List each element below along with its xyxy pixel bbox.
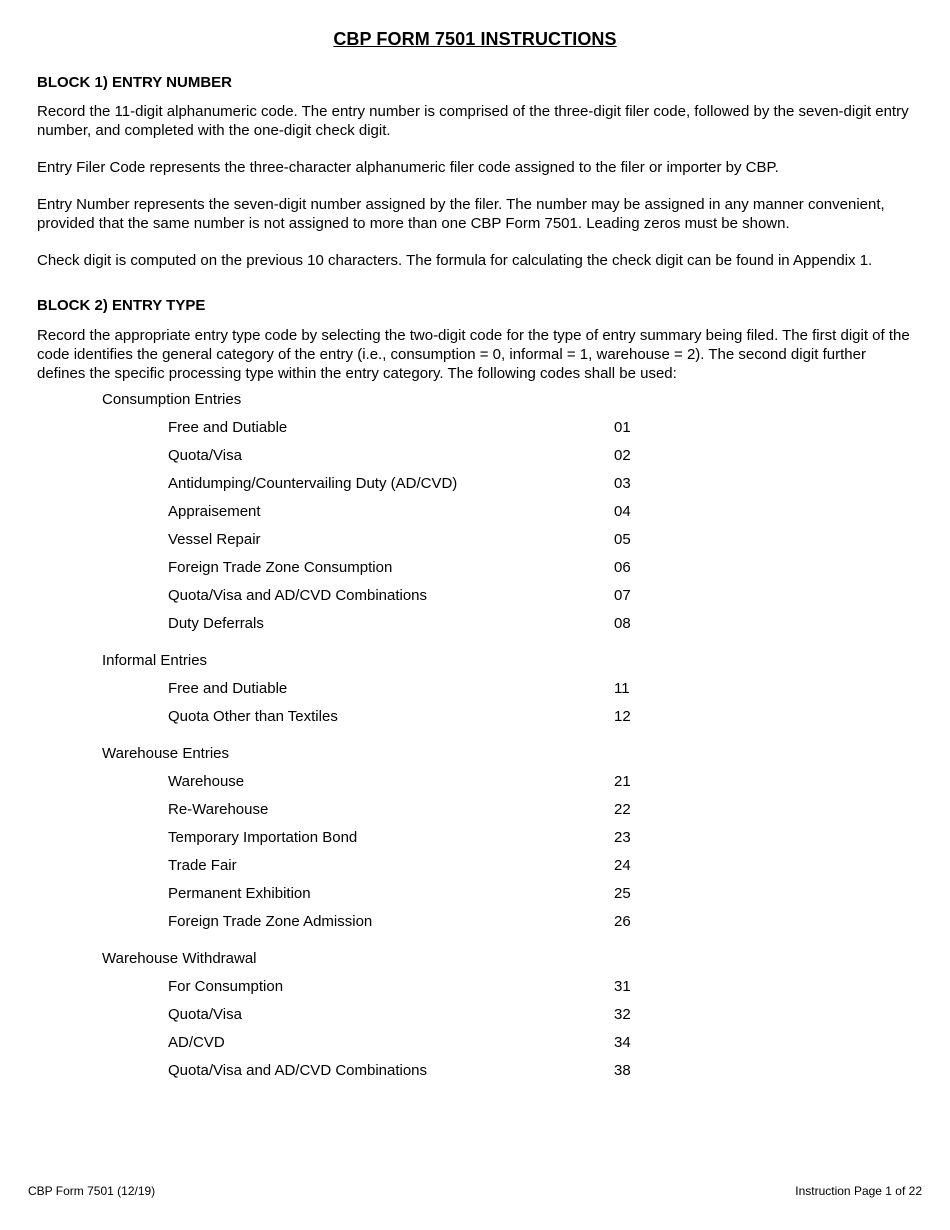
block1-paragraph: Entry Number represents the seven-digit number assigned by the filer. The number may be assigned in any manner convenient, provided that the same number is not assigned to more than one CBP Form 7501. Leading zeros must be shown. [37, 196, 885, 232]
code-label: Free and Dutiable [168, 680, 288, 697]
code-value: 31 [614, 978, 631, 995]
footer-page-number: Instruction Page 1 of 22 [795, 1184, 922, 1198]
code-value: 38 [614, 1062, 631, 1079]
code-label: Trade Fair [168, 857, 237, 874]
code-value: 06 [614, 559, 631, 576]
code-value: 26 [614, 913, 631, 930]
code-row [0, 675, 950, 703]
code-label: Duty Deferrals [168, 615, 264, 632]
code-row [0, 796, 950, 824]
code-row [0, 526, 950, 554]
code-value: 07 [614, 587, 631, 604]
code-row [0, 768, 950, 796]
code-value: 11 [614, 680, 630, 697]
code-label: Temporary Importation Bond [168, 829, 358, 846]
code-value: 21 [614, 773, 631, 790]
category-heading: Consumption Entries [102, 391, 242, 408]
code-row [0, 1029, 950, 1057]
code-label: Quota/Visa and AD/CVD Combinations [168, 587, 428, 604]
code-row [0, 703, 950, 731]
category-heading: Warehouse Entries [102, 745, 230, 762]
code-label: Warehouse [168, 773, 245, 790]
code-label: Quota/Visa [168, 1006, 242, 1023]
code-label: Appraisement [168, 503, 261, 520]
code-label: Free and Dutiable [168, 419, 288, 436]
code-value: 22 [614, 801, 631, 818]
code-label: Quota/Visa [168, 447, 242, 464]
category-group [0, 740, 950, 936]
category-group [0, 386, 950, 638]
code-row [0, 498, 950, 526]
code-value: 01 [614, 419, 631, 436]
code-value: 23 [614, 829, 631, 846]
entry-type-code-list [0, 386, 950, 1085]
block2-intro: Record the appropriate entry type code by selecting the two-digit code for the type of entry summary being filed. The first digit of the code identifies the general category of the entry (i.e., consumption = 0, informal = 1, warehouse = 2). The second digit further defines the specific processing type within the entry category. The following codes shall be used: [37, 327, 910, 382]
code-label: Re-Warehouse [168, 801, 269, 818]
code-value: 25 [614, 885, 631, 902]
code-value: 24 [614, 857, 631, 874]
code-label: For Consumption [168, 978, 284, 995]
code-row [0, 442, 950, 470]
code-row [0, 414, 950, 442]
code-row [0, 1001, 950, 1029]
code-value: 02 [614, 447, 631, 464]
code-row [0, 470, 950, 498]
code-row [0, 824, 950, 852]
code-label: Permanent Exhibition [168, 885, 311, 902]
code-value: 34 [614, 1034, 631, 1051]
block1-paragraph: Entry Filer Code represents the three-character alphanumeric filer code assigned to the filer or importer by CBP. [37, 159, 779, 176]
category-heading: Warehouse Withdrawal [102, 950, 257, 967]
page-title: CBP FORM 7501 INSTRUCTIONS [333, 29, 617, 49]
code-label: Foreign Trade Zone Admission [168, 913, 373, 930]
code-label: AD/CVD [168, 1034, 225, 1051]
code-value: 05 [614, 531, 631, 548]
code-row [0, 973, 950, 1001]
category-group [0, 647, 950, 731]
category-heading: Informal Entries [102, 652, 208, 669]
code-label: Quota Other than Textiles [168, 708, 338, 725]
code-row [0, 554, 950, 582]
code-row [0, 1057, 950, 1085]
code-value: 08 [614, 615, 631, 632]
block2-heading: BLOCK 2) ENTRY TYPE [37, 297, 206, 314]
code-value: 32 [614, 1006, 631, 1023]
code-label: Quota/Visa and AD/CVD Combinations [168, 1062, 428, 1079]
code-value: 12 [614, 708, 631, 725]
code-row [0, 880, 950, 908]
block1-paragraph: Check digit is computed on the previous 10 characters. The formula for calculating the check digit can be found in Appendix 1. [37, 252, 873, 269]
footer-form-version: CBP Form 7501 (12/19) [28, 1184, 156, 1198]
category-group [0, 945, 950, 1085]
code-row [0, 582, 950, 610]
code-label: Foreign Trade Zone Consumption [168, 559, 393, 576]
code-row [0, 852, 950, 880]
code-label: Antidumping/Countervailing Duty (AD/CVD) [168, 475, 458, 492]
block1-heading: BLOCK 1) ENTRY NUMBER [37, 74, 233, 91]
code-row [0, 610, 950, 638]
code-row [0, 908, 950, 936]
code-value: 04 [614, 503, 631, 520]
code-value: 03 [614, 475, 631, 492]
code-label: Vessel Repair [168, 531, 261, 548]
block1-paragraph: Record the 11-digit alphanumeric code. The entry number is comprised of the three-digit filer code, followed by the seven-digit entry number, and completed with the one-digit check digit. [37, 103, 909, 139]
